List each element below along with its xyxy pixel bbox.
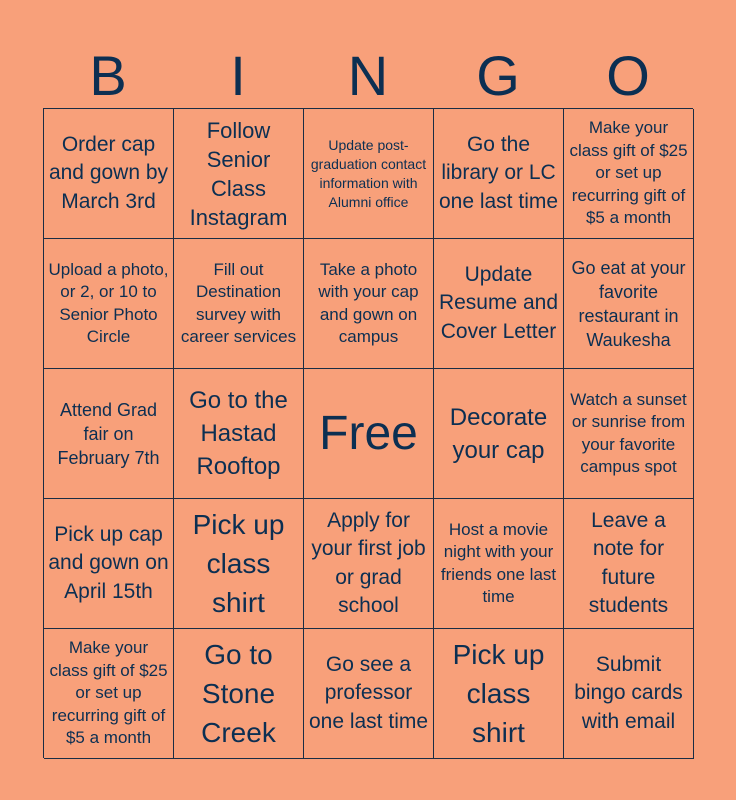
bingo-cell[interactable] xyxy=(564,369,694,499)
bingo-cell[interactable] xyxy=(434,239,564,369)
cell-label: Watch a sunset or sunrise from your favorite campus spot xyxy=(570,389,687,476)
cell-label: Make your class gift of $25 or set up recurring gift of $5 a month xyxy=(49,638,168,748)
cell-label: Host a movie night with your friends one last time xyxy=(440,519,557,606)
cell-label: Make your class gift of $25 or set up recurring gift of $5 a month xyxy=(569,118,688,228)
cell-label: Go to the Hastad Rooftop xyxy=(189,387,288,480)
cell-label: Follow Senior Class Instagram xyxy=(189,117,288,230)
cell-label: Update post-graduation contact information with Alumni office xyxy=(310,136,427,210)
bingo-cell[interactable] xyxy=(304,499,434,629)
bingo-cell[interactable] xyxy=(44,369,174,499)
bingo-cell[interactable] xyxy=(304,109,434,239)
cell-label: Upload a photo, or 2, or 10 to Senior Photo Circle xyxy=(48,259,169,346)
bingo-cell[interactable] xyxy=(304,239,434,369)
bingo-cell[interactable] xyxy=(304,629,434,759)
cell-label: Apply for your first job or grad school xyxy=(311,508,426,617)
cell-label: Pick up class shirt xyxy=(192,509,285,618)
cell-label: Order cap and gown by March 3rd xyxy=(48,132,169,213)
bingo-cell[interactable] xyxy=(174,499,304,629)
bingo-cell[interactable] xyxy=(434,369,564,499)
header-letter-o: O xyxy=(606,44,650,107)
bingo-cell[interactable] xyxy=(434,109,564,239)
cell-label: Go the library or LC one last time xyxy=(438,132,559,213)
header-letter-i: I xyxy=(230,44,246,107)
bingo-cell[interactable] xyxy=(174,629,304,759)
bingo-cell[interactable] xyxy=(434,499,564,629)
cell-label: Submit bingo cards with email xyxy=(574,652,683,733)
cell-label: Go to Stone Creek xyxy=(201,639,276,748)
bingo-cell[interactable] xyxy=(44,239,174,369)
cell-label: Pick up class shirt xyxy=(452,639,545,748)
cell-label: Leave a note for future students xyxy=(588,508,669,617)
bingo-cell[interactable] xyxy=(564,499,694,629)
bingo-cell[interactable] xyxy=(434,629,564,759)
cell-label: Fill out Destination survey with career services xyxy=(180,259,297,346)
cell-label: Update Resume and Cover Letter xyxy=(438,262,559,343)
bingo-header xyxy=(43,44,693,108)
bingo-cell[interactable] xyxy=(44,109,174,239)
bingo-cell[interactable] xyxy=(174,369,304,499)
bingo-cell-free[interactable] xyxy=(304,369,434,499)
bingo-cell[interactable] xyxy=(564,109,694,239)
header-letter-n: N xyxy=(347,44,389,107)
cell-label: Take a photo with your cap and gown on campus xyxy=(318,259,419,346)
cell-label: Attend Grad fair on February 7th xyxy=(57,399,160,468)
free-space-label: Free xyxy=(319,406,418,460)
bingo-cell[interactable] xyxy=(564,239,694,369)
cell-label: Pick up cap and gown on April 15th xyxy=(48,522,169,603)
cell-label: Decorate your cap xyxy=(449,403,548,464)
cell-label: Go see a professor one last time xyxy=(308,652,429,733)
bingo-board xyxy=(43,108,693,758)
header-letter-b: B xyxy=(89,44,127,107)
header-letter-g: G xyxy=(476,44,520,107)
bingo-cell[interactable] xyxy=(174,239,304,369)
cell-label: Go eat at your favorite restaurant in Waukesha xyxy=(571,257,686,350)
bingo-cell[interactable] xyxy=(44,629,174,759)
bingo-cell[interactable] xyxy=(174,109,304,239)
bingo-cell[interactable] xyxy=(44,499,174,629)
bingo-cell[interactable] xyxy=(564,629,694,759)
